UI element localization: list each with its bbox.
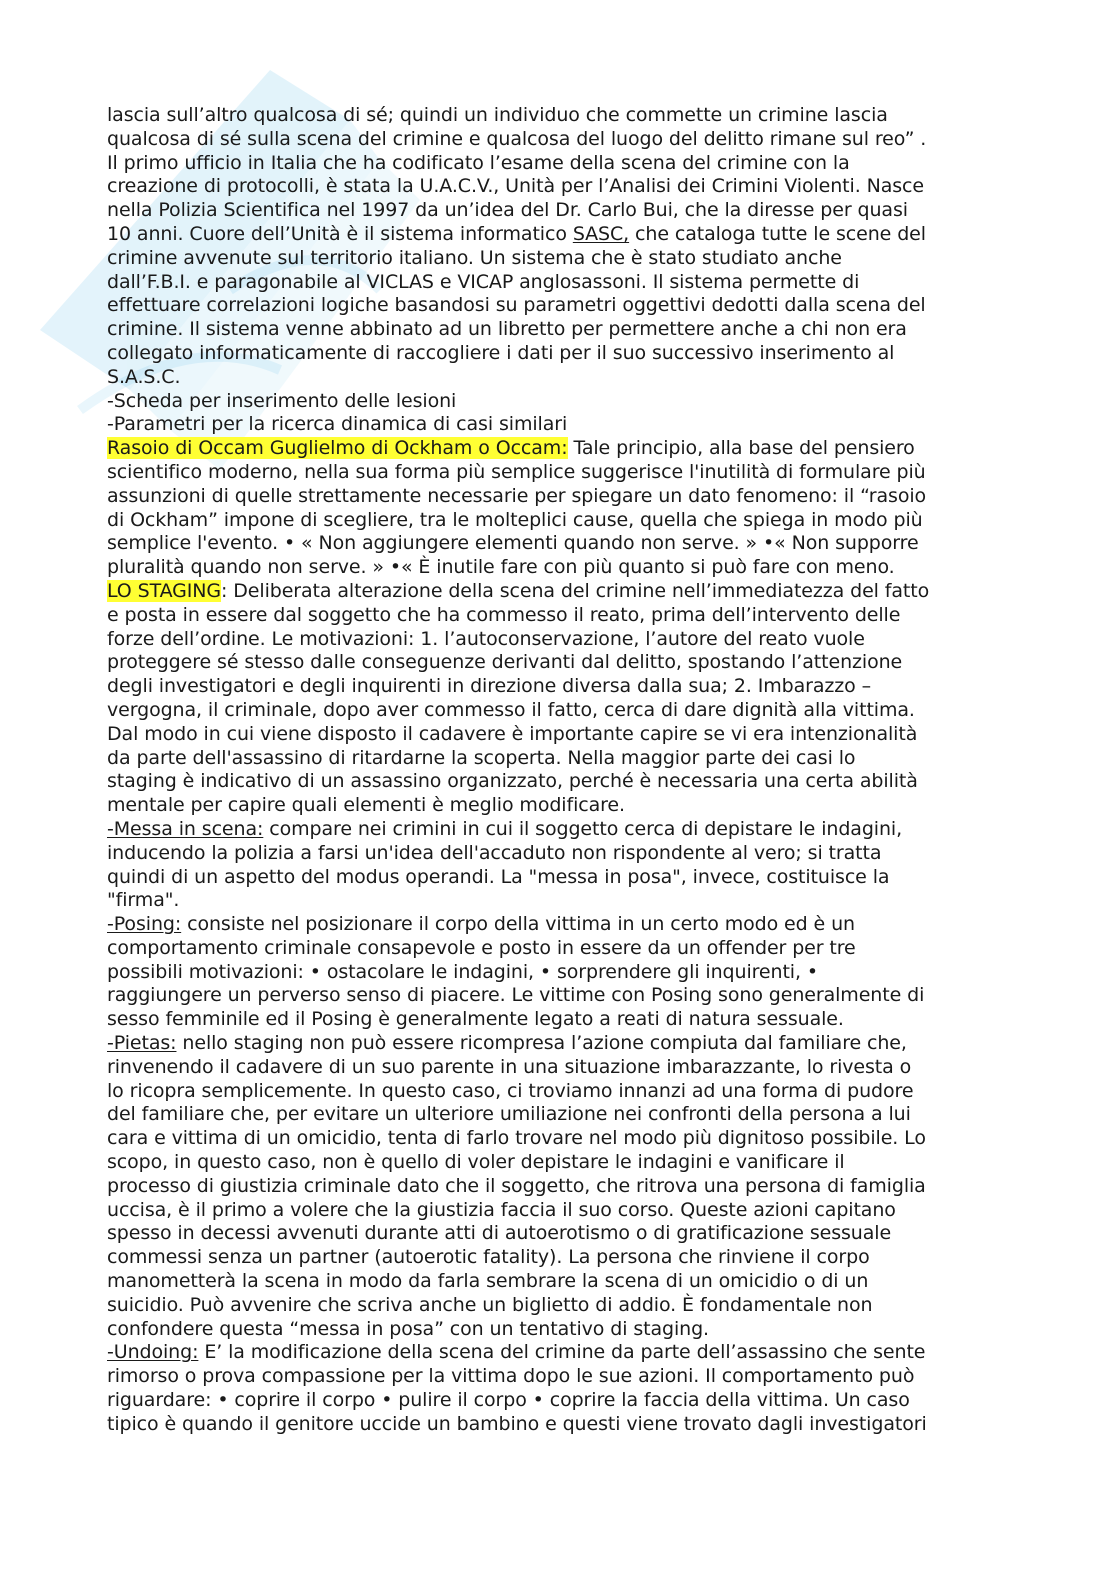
- text-run: inducendo la polizia a farsi un'idea dell'accaduto non rispondente al vero; si tratta: [107, 841, 882, 864]
- text-line: [107, 770, 1007, 794]
- text-run: riguardare: • coprire il corpo • pulire il corpo • coprire la faccia della vittima. Un caso: [107, 1389, 910, 1412]
- text-line: [107, 390, 1007, 414]
- text-line: [107, 1127, 1007, 1151]
- text-line: [107, 413, 1007, 437]
- text-line: [107, 1032, 1007, 1056]
- text-run: collegato informaticamente di raccogliere i dati per il suo successivo inserimento al: [107, 341, 895, 364]
- text-run: spesso in decessi avvenuti durante atti di autoerotismo o di gratificazione sessuale: [107, 1222, 892, 1245]
- text-line: [107, 913, 1007, 937]
- underlined-term: -Undoing:: [107, 1341, 199, 1364]
- text-line: [107, 1270, 1007, 1294]
- text-line: [107, 152, 1007, 176]
- underlined-term: SASC,: [572, 222, 630, 245]
- text-run: possibili motivazioni: • ostacolare le indagini, • sorprendere gli inquirenti, •: [107, 960, 818, 983]
- text-line: [107, 889, 1007, 913]
- text-line: [107, 437, 1007, 461]
- text-line: [107, 1389, 1007, 1413]
- text-run: crimine. Il sistema venne abbinato ad un libretto per permettere anche a chi non era: [107, 318, 907, 341]
- text-run: nella Polizia Scientifica nel 1997 da un’idea del Dr. Carlo Bui, che la diresse per quasi: [107, 199, 908, 222]
- text-run: scopo, in questo caso, non è quello di voler depistare le indagini e vanificare il: [107, 1151, 845, 1174]
- text-line: [107, 1318, 1007, 1342]
- text-line: [107, 1341, 1007, 1365]
- text-line: [107, 1056, 1007, 1080]
- text-run: e posta in essere dal soggetto che ha commesso il reato, prima dell’intervento delle: [107, 603, 901, 626]
- text-run: cara e vittima di un omicidio, tenta di farlo trovare nel modo più dignitoso possibile. Lo: [107, 1127, 926, 1150]
- text-line: [107, 747, 1007, 771]
- text-run: del familiare che, per evitare un ulteriore umiliazione nei confronti della persona a lui: [107, 1103, 911, 1126]
- text-run: S.A.S.C.: [107, 365, 181, 388]
- text-run: uccisa, è il primo a volere che la giustizia faccia il suo corso. Queste azioni capitano: [107, 1198, 896, 1221]
- text-run: -Parametri per la ricerca dinamica di casi similari: [107, 413, 568, 436]
- text-run: E’ la modificazione della scena del crimine da parte dell’assassino che sente: [198, 1341, 926, 1364]
- text-run: confondere questa “messa in posa” con un tentativo di staging.: [107, 1317, 709, 1340]
- text-run: che cataloga tutte le scene del: [629, 222, 926, 245]
- text-line: [107, 247, 1007, 271]
- text-run: vergogna, il criminale, dopo aver commesso il fatto, cerca di dare dignità alla vittima.: [107, 698, 915, 721]
- text-line: [107, 699, 1007, 723]
- text-run: dall’F.B.I. e paragonabile al VICLAS e VICAP anglosassoni. Il sistema permette di: [107, 270, 860, 293]
- text-line: [107, 604, 1007, 628]
- highlighted-heading: LO STAGING: [107, 579, 222, 602]
- text-run: pluralità quando non serve. » •« È inutile fare con più quanto si può fare con meno.: [107, 556, 895, 579]
- text-line: [107, 128, 1007, 152]
- text-run: rinvenendo il cadavere di un suo parente in una situazione imbarazzante, lo rivesta o: [107, 1055, 912, 1078]
- text-run: staging è indicativo di un assassino organizzato, perché è necessaria una certa abilità: [107, 770, 918, 793]
- text-line: [107, 294, 1007, 318]
- text-line: [107, 556, 1007, 580]
- text-run: assunzioni di quelle strettamente necessarie per spiegare un dato fenomeno: il “rasoio: [107, 484, 927, 507]
- text-line: [107, 794, 1007, 818]
- text-run: nello staging non può essere ricompresa l’azione compiuta dal familiare che,: [176, 1032, 907, 1055]
- underlined-term: -Messa in scena:: [107, 817, 264, 840]
- text-line: [107, 461, 1007, 485]
- text-run: "firma".: [107, 889, 180, 912]
- document-page: [107, 104, 1007, 1437]
- text-line: [107, 342, 1007, 366]
- text-run: processo di giustizia criminale dato che il soggetto, che ritrova una persona di famiglia: [107, 1174, 926, 1197]
- text-line: [107, 580, 1007, 604]
- text-line: [107, 1365, 1007, 1389]
- text-line: [107, 651, 1007, 675]
- text-line: [107, 175, 1007, 199]
- text-run: : Deliberata alterazione della scena del crimine nell’immediatezza del fatto: [221, 579, 930, 602]
- text-line: [107, 223, 1007, 247]
- text-line: [107, 1222, 1007, 1246]
- text-run: consiste nel posizionare il corpo della vittima in un certo modo ed è un: [181, 913, 855, 936]
- text-run: quindi di un aspetto del modus operandi. La "messa in posa", invece, costituisce la: [107, 865, 890, 888]
- text-line: [107, 1246, 1007, 1270]
- text-line: [107, 675, 1007, 699]
- text-run: raggiungere un perverso senso di piacere. Le vittime con Posing sono generalmente di: [107, 984, 925, 1007]
- text-line: [107, 1199, 1007, 1223]
- text-run: mentale per capire quali elementi è meglio modificare.: [107, 794, 625, 817]
- text-line: [107, 818, 1007, 842]
- text-line: [107, 1151, 1007, 1175]
- text-line: [107, 842, 1007, 866]
- text-run: crimine avvenute sul territorio italiano. Un sistema che è stato studiato anche: [107, 246, 842, 269]
- text-run: effettuare correlazioni logiche basandosi su parametri oggettivi dedotti dalla scena del: [107, 294, 926, 317]
- text-run: manometterà la scena in modo da farla sembrare la scena di un omicidio o di un: [107, 1270, 869, 1293]
- text-line: [107, 1413, 1007, 1437]
- text-line: [107, 485, 1007, 509]
- underlined-term: -Posing:: [107, 913, 182, 936]
- text-line: [107, 1008, 1007, 1032]
- text-line: [107, 318, 1007, 342]
- underlined-term: -Pietas:: [107, 1032, 177, 1055]
- text-run: semplice l'evento. • « Non aggiungere elementi quando non serve. » •« Non supporre: [107, 532, 919, 555]
- text-line: [107, 1294, 1007, 1318]
- text-run: tipico è quando il genitore uccide un bambino e questi viene trovato dagli investigatori: [107, 1412, 927, 1435]
- text-run: compare nei crimini in cui il soggetto cerca di depistare le indagini,: [263, 817, 903, 840]
- text-run: commessi senza un partner (autoerotic fatality). La persona che rinviene il corpo: [107, 1246, 870, 1269]
- text-run: comportamento criminale consapevole e posto in essere da un offender per tre: [107, 936, 856, 959]
- text-line: [107, 937, 1007, 961]
- text-run: proteggere sé stesso dalle conseguenze derivanti dal delitto, spostando l’attenzione: [107, 651, 903, 674]
- text-line: [107, 1080, 1007, 1104]
- text-line: [107, 271, 1007, 295]
- text-line: [107, 1103, 1007, 1127]
- text-run: di Ockham” impone di scegliere, tra le molteplici cause, quella che spiega in modo più: [107, 508, 923, 531]
- text-line: [107, 866, 1007, 890]
- text-run: sesso femminile ed il Posing è generalmente legato a reati di natura sessuale.: [107, 1008, 844, 1031]
- text-line: [107, 984, 1007, 1008]
- text-run: -Scheda per inserimento delle lesioni: [107, 389, 457, 412]
- text-run: creazione di protocolli, è stata la U.A.C.V., Unità per l’Analisi dei Crimini Violenti. Nasce: [107, 175, 924, 198]
- text-run: forze dell’ordine. Le motivazioni: 1. l’autoconservazione, l’autore del reato vuole: [107, 627, 865, 650]
- text-run: rimorso o prova compassione per la vittima dopo le sue azioni. Il comportamento può: [107, 1365, 915, 1388]
- text-line: [107, 532, 1007, 556]
- text-line: [107, 723, 1007, 747]
- text-line: [107, 366, 1007, 390]
- text-run: Dal modo in cui viene disposto il cadavere è importante capire se vi era intenzionalità: [107, 722, 918, 745]
- text-line: [107, 628, 1007, 652]
- text-run: suicidio. Può avvenire che scriva anche un biglietto di addio. È fondamentale non: [107, 1293, 873, 1316]
- text-run: lo ricopra semplicemente. In questo caso, ci troviamo innanzi ad una forma di pudore: [107, 1079, 914, 1102]
- highlighted-heading: Rasoio di Occam Guglielmo di Ockham o Occam:: [107, 437, 568, 460]
- text-line: [107, 1175, 1007, 1199]
- text-run: scientifico moderno, nella sua forma più semplice suggerisce l'inutilità di formulare più: [107, 460, 926, 483]
- text-run: da parte dell'assassino di ritardarne la scoperta. Nella maggior parte dei casi lo: [107, 746, 856, 769]
- text-run: qualcosa di sé sulla scena del crimine e qualcosa del luogo del delitto rimane sul reo” .: [107, 127, 927, 150]
- text-run: Il primo ufficio in Italia che ha codificato l’esame della scena del crimine con la: [107, 151, 850, 174]
- text-line: [107, 509, 1007, 533]
- text-line: [107, 961, 1007, 985]
- text-line: [107, 104, 1007, 128]
- text-run: degli investigatori e degli inquirenti in direzione diversa dalla sua; 2. Imbarazzo –: [107, 675, 872, 698]
- text-run: 10 anni. Cuore dell’Unità è il sistema informatico: [107, 222, 573, 245]
- text-run: Tale principio, alla base del pensiero: [567, 437, 915, 460]
- text-run: lascia sull’altro qualcosa di sé; quindi un individuo che commette un crimine lascia: [107, 104, 888, 126]
- text-line: [107, 199, 1007, 223]
